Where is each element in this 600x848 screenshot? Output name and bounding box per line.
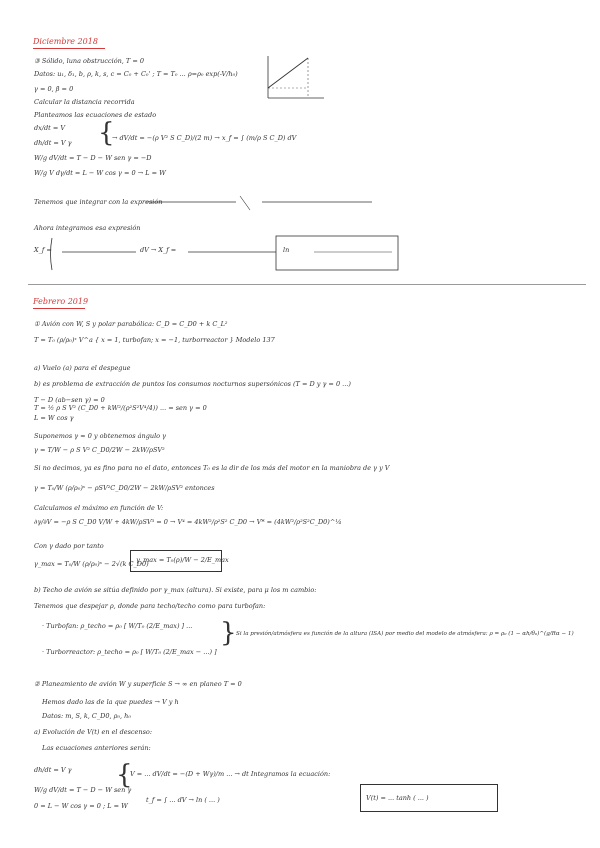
integrand-expression bbox=[140, 188, 380, 218]
feb-line-1: ① Avión con W, S y polar parabólica: C_D = C_D0 + k C_L² bbox=[34, 320, 228, 328]
glide-eq-2: W/g dV/dt = T − D − W sen γ bbox=[34, 786, 132, 794]
glide-system: V = ... dV/dt = −(D + Wγ)/m ... → dt Integramos la ecuación: bbox=[130, 770, 331, 778]
feb-line-16: b) Techo de avión se sitúa definido por γ_max (altura). Si existe, para μ los m cambio: bbox=[34, 586, 317, 594]
dec-eq-3: W/g dV/dt = T − D − W sen γ = −D bbox=[34, 154, 152, 162]
boxed-result-2-text: V(t) = ... tanh ( ... ) bbox=[366, 794, 429, 802]
dec-line-5: Planteamos las ecuaciones de estado bbox=[34, 111, 157, 119]
feb-line-8: Suponemos γ ≈ 0 y obtenemos ángulo γ bbox=[34, 432, 167, 440]
feb-line-5: T − D (ab−sen γ) = 0 bbox=[34, 396, 105, 404]
feb-line-20: Si la presión/atmósfera es función de la altura (ISA) por medio del modelo de atmósfera: ρ = ρ₀ (1 − αh/θ₀)^(g/Rα − 1) bbox=[236, 631, 574, 637]
xf-log: ln bbox=[283, 246, 290, 254]
dec-system-result: → dV/dt = −(ρ V² S C_D)/(2 m) → x_f = ∫ (m/ρ S C_D) dV bbox=[112, 134, 297, 142]
feb-line-12: Calculamos el máximo en función de V: bbox=[34, 504, 164, 512]
section-title-dec: Diciembre 2018 bbox=[33, 37, 98, 46]
feb-line-24: a) Evolución de V(t) en el descenso: bbox=[34, 728, 153, 736]
feb-line-15: γ_max = T₀/W (ρ/ρ₀)ˣ − 2√(k C_D0) bbox=[34, 560, 149, 568]
feb-line-14: Con γ dado por tanto bbox=[34, 542, 104, 550]
feb-line-7: L = W cos γ bbox=[34, 414, 74, 422]
xf-mid: dV → X_f = bbox=[140, 246, 177, 254]
feb-line-4: b) es problema de extracción de puntos los consumos nocturnos supersónicos (T = D y γ = 0 ...) bbox=[34, 380, 351, 388]
dec-line-2: Datos: u₁, δ₁, b, ρ, k, s, c = C₀ + C₀' ; T = T₀ ... ρ=ρ₀ exp(-V/h₀) bbox=[34, 70, 238, 78]
xf-lhs: X_f = bbox=[34, 246, 52, 254]
xf-integral bbox=[48, 234, 404, 274]
dec-eq-4: W/g V dγ/dt = L − W cos γ = 0 → L = W bbox=[34, 169, 166, 177]
glide-eq-1: dh/dt = V γ bbox=[34, 766, 72, 774]
feb-line-2: T = T₀ (ρ/ρ₀)ˣ V^a { x = 1, turbofan; x = −1, turborreactor } Modelo 137 bbox=[34, 336, 275, 344]
title-underline bbox=[33, 308, 85, 309]
feb-line-22: Hemos dado las de la que puedes → V y h bbox=[42, 698, 179, 706]
dec-line-3: γ = 0, β = 0 bbox=[34, 85, 74, 93]
system-brace: { bbox=[98, 118, 115, 148]
feb-line-19: · Turborreactor: ρ_techo = ρ₀ [ W/T₀ (2/E_max − ...) ] bbox=[42, 648, 217, 656]
feb-line-18: · Turbofan: ρ_techo = ρ₀ [ W/T₀ (2/E_max) ] ... bbox=[42, 622, 193, 630]
feb-line-13: ∂γ/∂V = −ρ S C_D0 V/W + 4kW/ρSV³ = 0 → V⁴ = 4kW²/ρ²S² C_D0 → V* = (4kW²/ρ²S²C_D0)^¼ bbox=[34, 518, 342, 526]
feb-line-10: Si no decimos, ya es fino para no el dato, entonces T₀ es la dir de los más del motor en la maniobra de γ y V bbox=[34, 464, 390, 472]
glide-eq-3: 0 = L − W cos γ = 0 ; L = W bbox=[34, 802, 128, 810]
glide-system-brace: { bbox=[116, 760, 133, 790]
feb-line-17: Tenemos que despejar ρ, donde para techo/techo como para turbofan: bbox=[34, 602, 266, 610]
velocity-sketch-graph bbox=[256, 52, 328, 108]
section-divider bbox=[28, 284, 586, 285]
feb-line-23: Datos: m, S, k, C_D0, ρ₀, h₀ bbox=[42, 712, 131, 720]
feb-line-11: γ = T₀/W (ρ/ρ₀)ˣ − ρSV²C_D0/2W − 2kW/ρSV² entonces bbox=[34, 484, 215, 492]
feb-line-9: γ = T/W − ρ S V² C_D0/2W − 2kW/ρSV² bbox=[34, 446, 165, 454]
dec-line-7: Ahora integramos esa expresión bbox=[34, 224, 141, 232]
section-title-feb: Febrero 2019 bbox=[33, 297, 89, 306]
title-underline bbox=[33, 48, 105, 49]
techo-brace: } bbox=[220, 618, 237, 648]
dec-line-6: Tenemos que integrar con la expresión bbox=[34, 198, 163, 206]
glide-solution: t_f = ∫ ... dV → ln ( ... ) bbox=[146, 796, 220, 804]
feb-line-6: T = ½ ρ S V² (C_D0 + kW²/(ρ²S²V⁴/4)) ... = sen γ = 0 bbox=[34, 404, 207, 412]
feb-line-21: ② Planeamiento de avión W y superficie S → ∞ en planeo T = 0 bbox=[34, 680, 242, 688]
dec-line-4: Calcular la distancia recorrida bbox=[34, 98, 135, 106]
dec-eq-2: dh/dt = V γ bbox=[34, 139, 72, 147]
feb-line-25: Las ecuaciones anteriores serán: bbox=[42, 744, 151, 752]
boxed-result-1-text: γ_max = T₀(ρ)/W − 2/E_max bbox=[136, 556, 229, 564]
feb-line-3: a) Vuelo (a) para el despegue bbox=[34, 364, 131, 372]
dec-eq-1: dx/dt = V bbox=[34, 124, 66, 132]
dec-line-1: ③ Sólido, luna obstrucción, T = 0 bbox=[34, 57, 144, 65]
